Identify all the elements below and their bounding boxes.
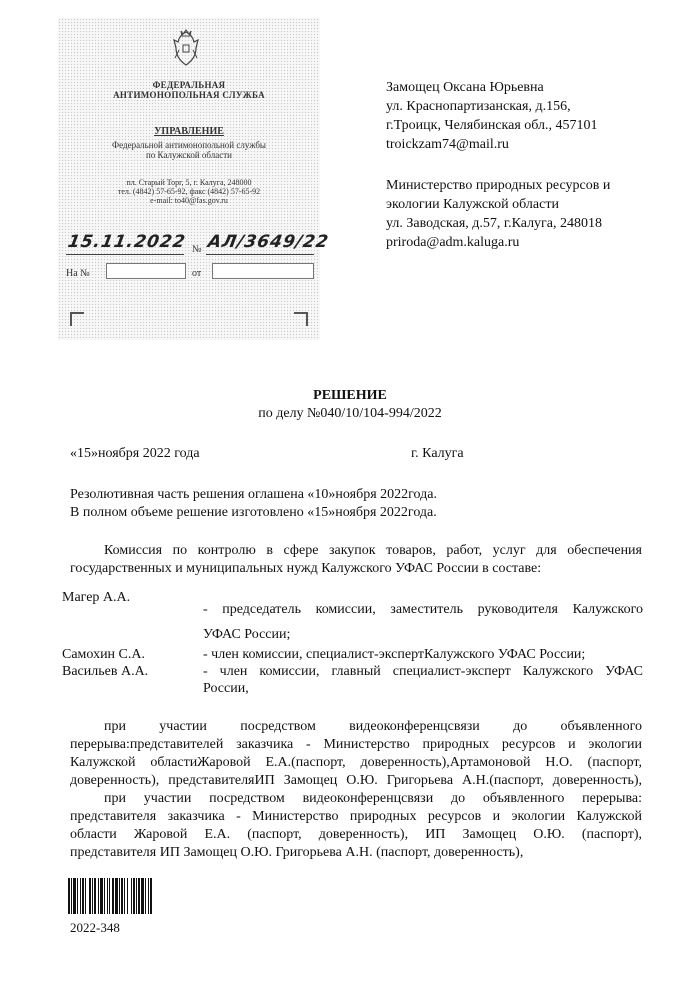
recipient-email: troickzam74@mail.ru bbox=[386, 137, 509, 152]
ref-date-box bbox=[212, 263, 314, 279]
barcode-bar bbox=[152, 878, 153, 914]
document-title: РЕШЕНИЕ bbox=[313, 388, 387, 403]
member-1-role-cont: УФАС России; bbox=[203, 627, 291, 642]
recipient-person bbox=[386, 78, 598, 154]
member-1-role: - председатель комиссии, заместитель руководителя Калужского bbox=[203, 602, 643, 617]
member-3-role: - член комиссии, главный специалист-эксперт Калужского УФАС bbox=[203, 664, 643, 679]
barcode-number: 2022-348 bbox=[70, 920, 120, 935]
number-label: № bbox=[192, 244, 202, 255]
resolutive-part-line: Резолютивная часть решения оглашена «10»ноября 2022года. bbox=[70, 487, 437, 502]
number-underline bbox=[206, 254, 314, 255]
ministry-street: ул. Заводская, д.57, г.Калуга, 248018 bbox=[386, 216, 603, 231]
ref-number-label: На № bbox=[66, 268, 90, 279]
recipient-city: г.Троицк, Челябинская обл., 457101 bbox=[386, 118, 598, 133]
ministry-email: priroda@adm.kaluga.ru bbox=[386, 235, 520, 250]
recipient-street: ул. Краснопартизанская, д.156, bbox=[386, 99, 571, 114]
ministry-name-line1: Министерство природных ресурсов и bbox=[386, 178, 611, 193]
recipient-name: Замощец Оксана Юрьевна bbox=[386, 80, 544, 95]
stamp-dept-title: УПРАВЛЕНИЕ bbox=[154, 126, 224, 137]
case-number: по делу №040/10/104-994/2022 bbox=[258, 406, 442, 421]
stamp-contacts: пл. Старый Торг, 5, г. Калуга, 248000 тел. (4842) 57-65-92, факс (4842) 57-65-92 e-mail: to40@fas.gov.ru bbox=[117, 178, 261, 206]
ref-number-box bbox=[106, 263, 186, 279]
member-1-name: Магер А.А. bbox=[62, 590, 131, 605]
ministry-name-line2: экологии Калужской области bbox=[386, 197, 559, 212]
commission-intro: Комиссия по контролю в сфере закупок товаров, работ, услуг для обеспечения государственных и муниципальных нужд Калужского УФАС России в составе: bbox=[70, 543, 642, 576]
handwritten-number: АЛ/3649/22 bbox=[206, 232, 331, 252]
corner-mark-right bbox=[294, 312, 308, 326]
ref-from-label: от bbox=[192, 268, 202, 279]
handwritten-date: 15.11.2022 bbox=[66, 232, 188, 252]
member-2-name: Самохин С.А. bbox=[62, 647, 145, 662]
corner-mark-left bbox=[70, 312, 84, 326]
decision-city: г. Калуга bbox=[411, 446, 464, 461]
barcode-icon bbox=[68, 878, 230, 914]
stamp-dept-name: Федеральной антимонопольной службы по Калужской области bbox=[112, 140, 266, 161]
full-text-line: В полном объеме решение изготовлено «15»ноября 2022года. bbox=[70, 505, 437, 520]
decision-date: «15»ноября 2022 года bbox=[70, 446, 200, 461]
participation-paragraph-1: при участии посредством видеоконференцсвязи до объявленного перерыва:представителей заказчика - Министерство природных ресурсов и экологии Калужской областиЖаровой Е.А.(паспорт, доверенность),Артамоновой Н.О. (паспорт, доверенность), представителяИП Замощец О.Ю. Григорьева А.Н.(паспорт, доверенность), bbox=[70, 719, 642, 788]
participation-paragraph-2: при участии посредством видеоконференцсвязи до объявленного перерыва: представителя заказчика - Министерство природных ресурсов и экологии Калужской области Жаровой Е.А. (паспорт, доверенность), ИП Замощец О.Ю. (паспорт), представителя ИП Замощец О.Ю. Григорьева А.Н. (паспорт, доверенность), bbox=[70, 791, 642, 860]
recipient-ministry bbox=[386, 176, 610, 252]
member-3-role-cont: России, bbox=[203, 681, 249, 696]
stamp-org-name: ФЕДЕРАЛЬНАЯ АНТИМОНОПОЛЬНАЯ СЛУЖБА bbox=[113, 80, 265, 101]
date-underline bbox=[66, 254, 184, 255]
coat-of-arms-icon bbox=[171, 28, 201, 68]
official-letterhead-stamp bbox=[58, 18, 331, 340]
member-3-name: Васильев А.А. bbox=[62, 664, 149, 679]
member-2-role: - член комиссии, специалист-экспертКалужского УФАС России; bbox=[203, 647, 586, 662]
